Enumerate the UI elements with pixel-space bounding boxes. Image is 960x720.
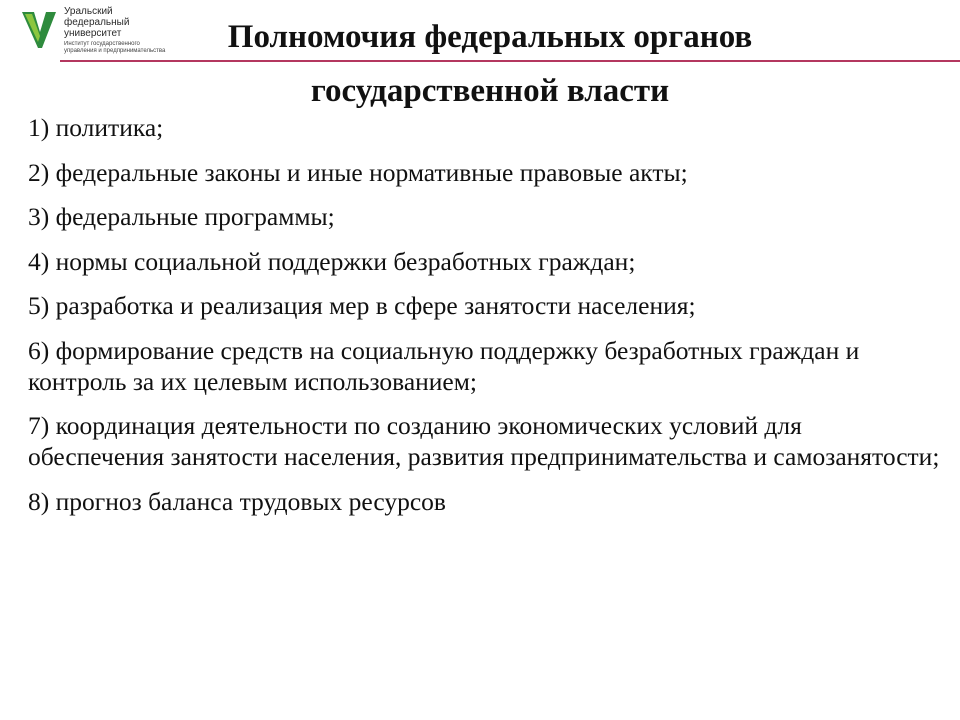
- institute-name-line: управления и предпринимательства: [64, 48, 166, 54]
- university-name-line: Уральский: [64, 6, 113, 17]
- list-item: 3) федеральные программы;: [28, 202, 335, 231]
- list-item: 4) нормы социальной поддержки безработных граждан;: [28, 246, 636, 276]
- university-name-line: федеральный: [64, 17, 130, 28]
- slide-title: Полномочия федеральных органов государственной власти: [227, 19, 753, 109]
- university-name-line: университет: [64, 28, 122, 39]
- list-item: 5) разработка и реализация мер в сфере занятости населения;: [28, 291, 696, 320]
- list-item: 1) политика;: [28, 113, 164, 142]
- institute-name-line: Институт государственного: [64, 41, 140, 47]
- list-item: 6) формирование средств на социальную поддержку безработных граждан и контроль за их целевым использованием;: [28, 335, 860, 396]
- list-item: 7) координация деятельности по созданию экономических условий для обеспечения занятости населения, развития предпринимательства и самозанятости;: [28, 411, 940, 471]
- powers-list: [28, 112, 943, 530]
- urfu-logo-icon: [20, 10, 58, 50]
- list-item: 2) федеральные законы и иные нормативные правовые акты;: [28, 157, 688, 187]
- list-item: 8) прогноз баланса трудовых ресурсов: [28, 486, 446, 516]
